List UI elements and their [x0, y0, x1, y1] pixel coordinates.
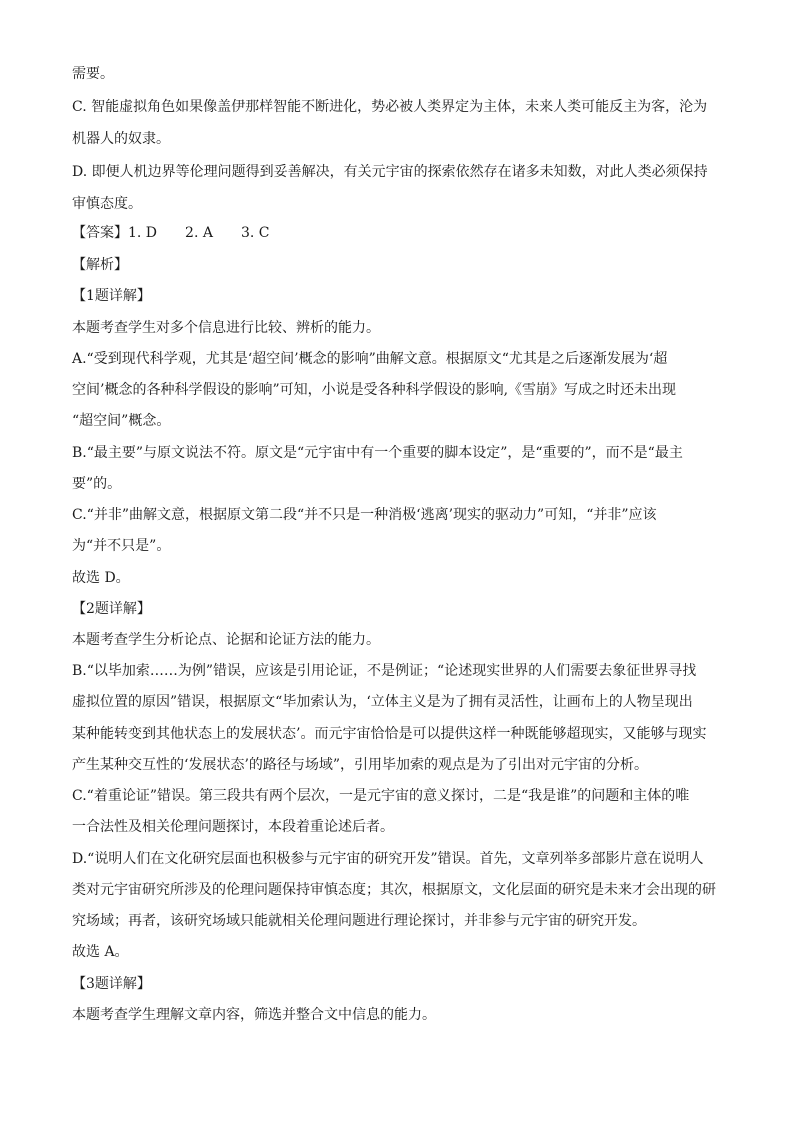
text-line: C.“着重论证”错误。第三段共有两个层次，一是元宇宙的意义探讨，二是“我是谁”的问题和主体的唯 — [72, 788, 690, 804]
text-line: 本题考查学生理解文章内容，筛选并整合文中信息的能力。 — [72, 1007, 436, 1023]
question-2-heading: 【2题详解】 — [72, 601, 151, 617]
text-line: 故选 A。 — [72, 944, 129, 960]
text-line: 为“并不只是”。 — [72, 538, 171, 554]
text-line: B.“最主要”与原文说法不符。原文是“元宇宙中有一个重要的脚本设定”，是“重要的”，而不是“最主 — [72, 445, 683, 461]
text-line: “超空间”概念。 — [72, 413, 171, 429]
text-line: 机器人的奴隶。 — [72, 131, 170, 147]
answer-line: 【答案】1. D 2. A 3. C — [72, 225, 270, 241]
question-3-heading: 【3题详解】 — [72, 976, 151, 992]
text-line: 一合法性及相关伦理问题探讨，本段着重论述后者。 — [72, 819, 394, 835]
option-c-line: C. 智能虚拟角色如果像盖伊那样智能不断进化，势必被人类界定为主体，未来人类可能反主为客，沦为 — [72, 99, 708, 115]
text-line: C.“并非”曲解文意，根据原文第二段“并不只是一种消极‘逃离’现实的驱动力”可知，“并非”应该 — [72, 507, 657, 523]
text-line: 虚拟位置的原因”错误，根据原文“毕加索认为，‘立体主义是为了拥有灵活性，让画布上的人物呈现出 — [72, 694, 693, 710]
text-line: 需要。 — [72, 66, 114, 82]
text-line: 空间’概念的各种科学假设的影响”可知，小说是受各种科学假设的影响,《雪崩》写成之时还未出现 — [72, 382, 677, 398]
question-1-heading: 【1题详解】 — [72, 288, 151, 304]
text-line: 要”的。 — [72, 476, 122, 492]
option-d-line: D. 即便人机边界等伦理问题得到妥善解决，有关元宇宙的探索依然存在诸多未知数，对此人类必须保持 — [72, 164, 708, 180]
text-line: 产生某种交互性的‘发展状态’的路径与场域”，引用毕加索的观点是为了引出对元宇宙的分析。 — [72, 757, 649, 773]
text-line: 审慎态度。 — [72, 196, 142, 212]
text-line: A.“受到现代科学观，尤其是‘超空间’概念的影响”曲解文意。根据原文“尤其是之后逐渐发展为‘超 — [72, 351, 668, 367]
text-line: 究场域；再者，该研究场域只能就相关伦理问题进行理论探讨，并非参与元宇宙的研究开发。 — [72, 913, 646, 929]
text-line: B.“以毕加索……为例”错误，应该是引用论证，不是例证；“论述现实世界的人们需要去象征世界寻找 — [72, 663, 697, 679]
text-line: 某种能转变到其他状态上的发展状态’。而元宇宙恰恰是可以提供这样一种既能够超现实，又能够与现实 — [72, 726, 707, 742]
text-line: 本题考查学生分析论点、论据和论证方法的能力。 — [72, 632, 380, 648]
text-line: 本题考查学生对多个信息进行比较、辨析的能力。 — [72, 320, 380, 336]
text-line: 类对元宇宙研究所涉及的伦理问题保持审慎态度；其次，根据原文，文化层面的研究是未来才会出现的研 — [72, 882, 716, 898]
analysis-heading: 【解析】 — [72, 257, 128, 273]
text-line: 故选 D。 — [72, 570, 130, 586]
text-line: D.“说明人们在文化研究层面也积极参与元宇宙的研究开发”错误。首先，文章列举多部影片意在说明人 — [72, 851, 704, 867]
